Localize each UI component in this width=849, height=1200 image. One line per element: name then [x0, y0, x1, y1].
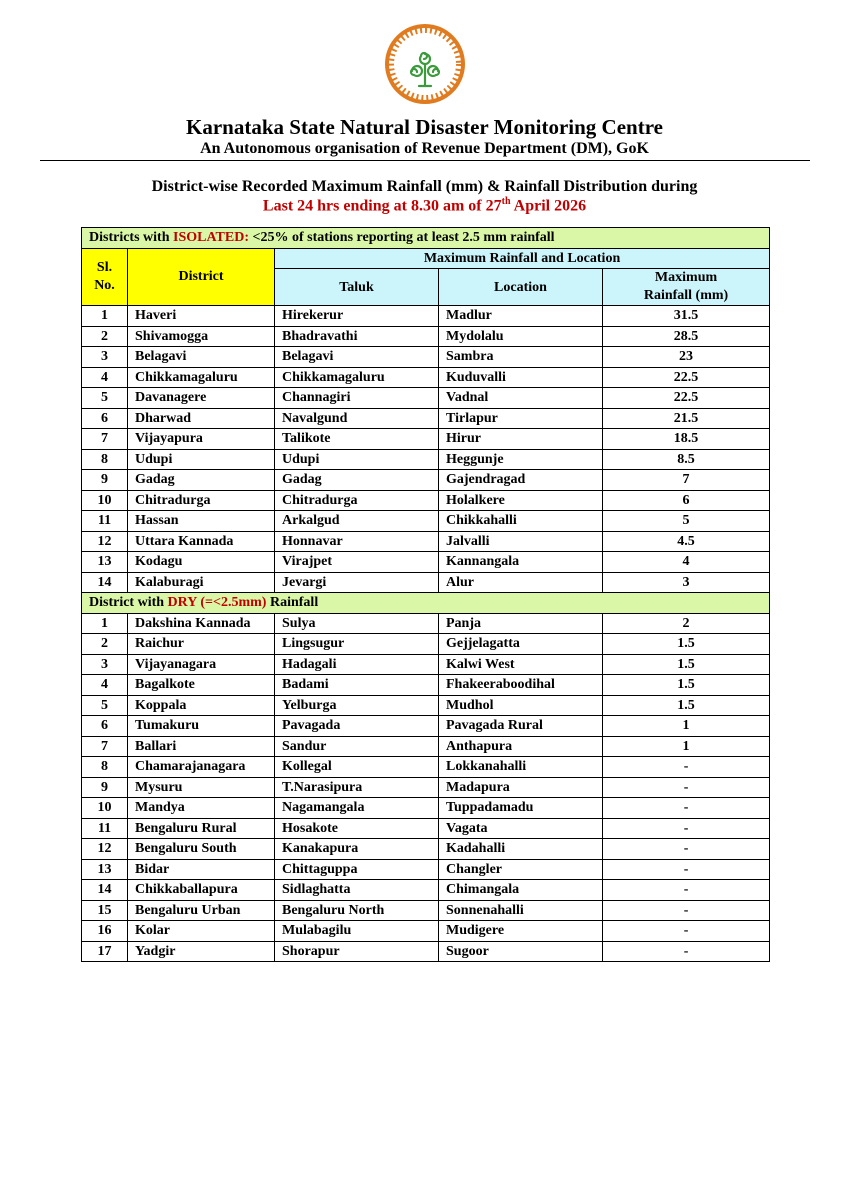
- sl-no-cell: 7: [82, 736, 128, 757]
- table-row: [82, 572, 770, 593]
- taluk-cell: Sidlaghatta: [275, 880, 439, 901]
- sl-no-cell: 1: [82, 613, 128, 634]
- location-cell: Gejjelagatta: [439, 634, 603, 655]
- district-cell: Dharwad: [128, 408, 275, 429]
- rainfall-cell: 22.5: [603, 388, 770, 409]
- district-cell: Dakshina Kannada: [128, 613, 275, 634]
- rainfall-cell: -: [603, 859, 770, 880]
- rainfall-cell: 22.5: [603, 367, 770, 388]
- sl-no-cell: 12: [82, 531, 128, 552]
- district-cell: Chitradurga: [128, 490, 275, 511]
- col-location: Location: [439, 269, 603, 306]
- location-cell: Tirlapur: [439, 408, 603, 429]
- district-cell: Chamarajanagara: [128, 757, 275, 778]
- sl-no-cell: 10: [82, 798, 128, 819]
- sl-no-cell: 17: [82, 941, 128, 962]
- district-cell: Bengaluru Urban: [128, 900, 275, 921]
- table-row: [82, 757, 770, 778]
- taluk-cell: Jevargi: [275, 572, 439, 593]
- sl-no-cell: 9: [82, 777, 128, 798]
- location-cell: Fhakeeraboodihal: [439, 675, 603, 696]
- report-title: District-wise Recorded Maximum Rainfall (mm) & Rainfall Distribution during: [151, 178, 698, 195]
- district-cell: Kalaburagi: [128, 572, 275, 593]
- table-row: [82, 736, 770, 757]
- report-period: [0, 196, 849, 215]
- sl-no-cell: 8: [82, 757, 128, 778]
- location-cell: Lokkanahalli: [439, 757, 603, 778]
- district-cell: Ballari: [128, 736, 275, 757]
- taluk-cell: Hadagali: [275, 654, 439, 675]
- table-row: [82, 695, 770, 716]
- rainfall-cell: 4: [603, 552, 770, 573]
- rainfall-cell: 28.5: [603, 326, 770, 347]
- taluk-cell: Chikkamagaluru: [275, 367, 439, 388]
- location-cell: Changler: [439, 859, 603, 880]
- sl-no-cell: 15: [82, 900, 128, 921]
- sl-no-cell: 4: [82, 367, 128, 388]
- district-cell: Raichur: [128, 634, 275, 655]
- location-cell: Alur: [439, 572, 603, 593]
- rainfall-cell: -: [603, 921, 770, 942]
- table-row: [82, 408, 770, 429]
- district-cell: Bidar: [128, 859, 275, 880]
- sl-no-cell: 10: [82, 490, 128, 511]
- district-cell: Uttara Kannada: [128, 531, 275, 552]
- rainfall-cell: 1.5: [603, 695, 770, 716]
- period-prefix: Last 24 hrs ending at 8.30 am of 27: [262, 197, 502, 215]
- location-cell: Panja: [439, 613, 603, 634]
- rainfall-cell: -: [603, 839, 770, 860]
- rainfall-cell: 5: [603, 511, 770, 532]
- org-subtitle: An Autonomous organisation of Revenue Department (DM), GoK: [200, 140, 649, 157]
- taluk-cell: Chitradurga: [275, 490, 439, 511]
- district-cell: Haveri: [128, 306, 275, 327]
- rainfall-cell: -: [603, 757, 770, 778]
- sl-no-cell: 8: [82, 449, 128, 470]
- taluk-cell: Chittaguppa: [275, 859, 439, 880]
- location-cell: Mudigere: [439, 921, 603, 942]
- location-cell: Heggunje: [439, 449, 603, 470]
- district-cell: Yadgir: [128, 941, 275, 962]
- period-suffix: April 2026: [510, 197, 587, 215]
- ksndmc-logo: [383, 22, 467, 106]
- table-row: [82, 326, 770, 347]
- table-row: [82, 818, 770, 839]
- district-cell: Udupi: [128, 449, 275, 470]
- sl-no-cell: 2: [82, 634, 128, 655]
- rainfall-cell: 23: [603, 347, 770, 368]
- table-row: [82, 449, 770, 470]
- district-cell: Tumakuru: [128, 716, 275, 737]
- taluk-cell: Pavagada: [275, 716, 439, 737]
- district-cell: Bengaluru South: [128, 839, 275, 860]
- taluk-cell: T.Narasipura: [275, 777, 439, 798]
- taluk-cell: Sulya: [275, 613, 439, 634]
- district-cell: Mandya: [128, 798, 275, 819]
- location-cell: Gajendragad: [439, 470, 603, 491]
- dry-section-header: [82, 593, 770, 614]
- col-taluk: Taluk: [275, 269, 439, 306]
- table-row: [82, 634, 770, 655]
- rainfall-cell: 2: [603, 613, 770, 634]
- taluk-cell: Honnavar: [275, 531, 439, 552]
- period-sup: th: [501, 196, 511, 207]
- location-cell: Madapura: [439, 777, 603, 798]
- taluk-cell: Mulabagilu: [275, 921, 439, 942]
- table-row: [82, 531, 770, 552]
- location-cell: Vagata: [439, 818, 603, 839]
- district-cell: Hassan: [128, 511, 275, 532]
- location-cell: Sambra: [439, 347, 603, 368]
- district-cell: Belagavi: [128, 347, 275, 368]
- taluk-cell: Arkalgud: [275, 511, 439, 532]
- taluk-cell: Hirekerur: [275, 306, 439, 327]
- table-row: [82, 716, 770, 737]
- col-district: District: [128, 248, 275, 306]
- location-cell: Vadnal: [439, 388, 603, 409]
- sl-no-cell: 2: [82, 326, 128, 347]
- table-row: [82, 347, 770, 368]
- sl-no-cell: 13: [82, 859, 128, 880]
- location-cell: Pavagada Rural: [439, 716, 603, 737]
- location-cell: Sonnenahalli: [439, 900, 603, 921]
- district-cell: Shivamogga: [128, 326, 275, 347]
- location-cell: Kalwi West: [439, 654, 603, 675]
- sl-no-cell: 5: [82, 695, 128, 716]
- sl-no-cell: 12: [82, 839, 128, 860]
- location-cell: Hirur: [439, 429, 603, 450]
- table-row: [82, 859, 770, 880]
- district-cell: Mysuru: [128, 777, 275, 798]
- sl-no-cell: 3: [82, 347, 128, 368]
- taluk-cell: Sandur: [275, 736, 439, 757]
- taluk-cell: Yelburga: [275, 695, 439, 716]
- sl-no-cell: 5: [82, 388, 128, 409]
- sl-no-cell: 16: [82, 921, 128, 942]
- sl-no-cell: 11: [82, 511, 128, 532]
- taluk-cell: Bengaluru North: [275, 900, 439, 921]
- rainfall-cell: 8.5: [603, 449, 770, 470]
- rainfall-cell: 1.5: [603, 634, 770, 655]
- table-row: [82, 552, 770, 573]
- location-cell: Sugoor: [439, 941, 603, 962]
- sl-no-cell: 14: [82, 572, 128, 593]
- table-row: [82, 675, 770, 696]
- location-cell: Kannangala: [439, 552, 603, 573]
- rainfall-table: [81, 227, 770, 962]
- sl-no-cell: 7: [82, 429, 128, 450]
- taluk-cell: Bhadravathi: [275, 326, 439, 347]
- rainfall-cell: -: [603, 777, 770, 798]
- location-cell: Jalvalli: [439, 531, 603, 552]
- district-cell: Kolar: [128, 921, 275, 942]
- table-row: [82, 306, 770, 327]
- taluk-cell: Navalgund: [275, 408, 439, 429]
- dry-tag: DRY (=<2.5mm): [167, 595, 267, 611]
- district-cell: Bagalkote: [128, 675, 275, 696]
- logo-ring-text: KSNDMC: [409, 36, 441, 43]
- table-row: [82, 900, 770, 921]
- rainfall-cell: 3: [603, 572, 770, 593]
- taluk-cell: Gadag: [275, 470, 439, 491]
- column-header-row: [82, 248, 770, 269]
- location-cell: Madlur: [439, 306, 603, 327]
- table-row: [82, 367, 770, 388]
- district-cell: Vijayanagara: [128, 654, 275, 675]
- ksndmc-spiral-emblem-icon: [383, 22, 467, 106]
- taluk-cell: Virajpet: [275, 552, 439, 573]
- location-cell: Kuduvalli: [439, 367, 603, 388]
- rainfall-cell: 7: [603, 470, 770, 491]
- header-divider: [40, 160, 810, 161]
- sl-no-cell: 4: [82, 675, 128, 696]
- rainfall-cell: 21.5: [603, 408, 770, 429]
- isolated-section-title: Districts with ISOLATED: <25% of stations reporting at least 2.5 mm rainfall: [82, 228, 770, 249]
- taluk-cell: Badami: [275, 675, 439, 696]
- rainfall-cell: 1.5: [603, 654, 770, 675]
- rainfall-cell: -: [603, 798, 770, 819]
- rainfall-cell: 1: [603, 716, 770, 737]
- sl-no-cell: 3: [82, 654, 128, 675]
- rainfall-cell: -: [603, 880, 770, 901]
- taluk-cell: Kollegal: [275, 757, 439, 778]
- rainfall-cell: 6: [603, 490, 770, 511]
- taluk-cell: Lingsugur: [275, 634, 439, 655]
- sl-no-cell: 6: [82, 716, 128, 737]
- taluk-cell: Hosakote: [275, 818, 439, 839]
- sl-no-cell: 13: [82, 552, 128, 573]
- district-cell: Bengaluru Rural: [128, 818, 275, 839]
- col-slno: Sl. No.: [82, 248, 128, 306]
- taluk-cell: Shorapur: [275, 941, 439, 962]
- sl-no-cell: 6: [82, 408, 128, 429]
- table-row: [82, 798, 770, 819]
- table-row: [82, 654, 770, 675]
- col-group: Maximum Rainfall and Location: [275, 248, 770, 269]
- isolated-section-header: [82, 228, 770, 249]
- location-cell: Mudhol: [439, 695, 603, 716]
- dry-section-title: District with DRY (=<2.5mm) Rainfall: [82, 593, 770, 614]
- district-cell: Kodagu: [128, 552, 275, 573]
- location-cell: Holalkere: [439, 490, 603, 511]
- taluk-cell: Nagamangala: [275, 798, 439, 819]
- rainfall-cell: 4.5: [603, 531, 770, 552]
- location-cell: Chimangala: [439, 880, 603, 901]
- sl-no-cell: 9: [82, 470, 128, 491]
- district-cell: Koppala: [128, 695, 275, 716]
- taluk-cell: Channagiri: [275, 388, 439, 409]
- taluk-cell: Belagavi: [275, 347, 439, 368]
- rainfall-cell: 18.5: [603, 429, 770, 450]
- org-title: Karnataka State Natural Disaster Monitoring Centre: [186, 115, 663, 139]
- table-row: [82, 470, 770, 491]
- district-cell: Vijayapura: [128, 429, 275, 450]
- rainfall-cell: -: [603, 900, 770, 921]
- rainfall-cell: 1.5: [603, 675, 770, 696]
- sl-no-cell: 1: [82, 306, 128, 327]
- location-cell: Anthapura: [439, 736, 603, 757]
- taluk-cell: Talikote: [275, 429, 439, 450]
- table-row: [82, 388, 770, 409]
- district-cell: Davanagere: [128, 388, 275, 409]
- location-cell: Chikkahalli: [439, 511, 603, 532]
- table-row: [82, 429, 770, 450]
- table-row: [82, 613, 770, 634]
- district-cell: Chikkamagaluru: [128, 367, 275, 388]
- location-cell: Kadahalli: [439, 839, 603, 860]
- location-cell: Tuppadamadu: [439, 798, 603, 819]
- table-row: [82, 921, 770, 942]
- table-row: [82, 839, 770, 860]
- table-row: [82, 511, 770, 532]
- district-cell: Gadag: [128, 470, 275, 491]
- rainfall-cell: -: [603, 941, 770, 962]
- table-row: [82, 490, 770, 511]
- rainfall-cell: 1: [603, 736, 770, 757]
- district-cell: Chikkaballapura: [128, 880, 275, 901]
- rainfall-cell: -: [603, 818, 770, 839]
- rainfall-cell: 31.5: [603, 306, 770, 327]
- col-rainfall: Maximum Rainfall (mm): [603, 269, 770, 306]
- isolated-tag: ISOLATED:: [173, 230, 249, 246]
- table-row: [82, 777, 770, 798]
- taluk-cell: Udupi: [275, 449, 439, 470]
- table-row: [82, 941, 770, 962]
- taluk-cell: Kanakapura: [275, 839, 439, 860]
- sl-no-cell: 14: [82, 880, 128, 901]
- table-row: [82, 880, 770, 901]
- location-cell: Mydolalu: [439, 326, 603, 347]
- sl-no-cell: 11: [82, 818, 128, 839]
